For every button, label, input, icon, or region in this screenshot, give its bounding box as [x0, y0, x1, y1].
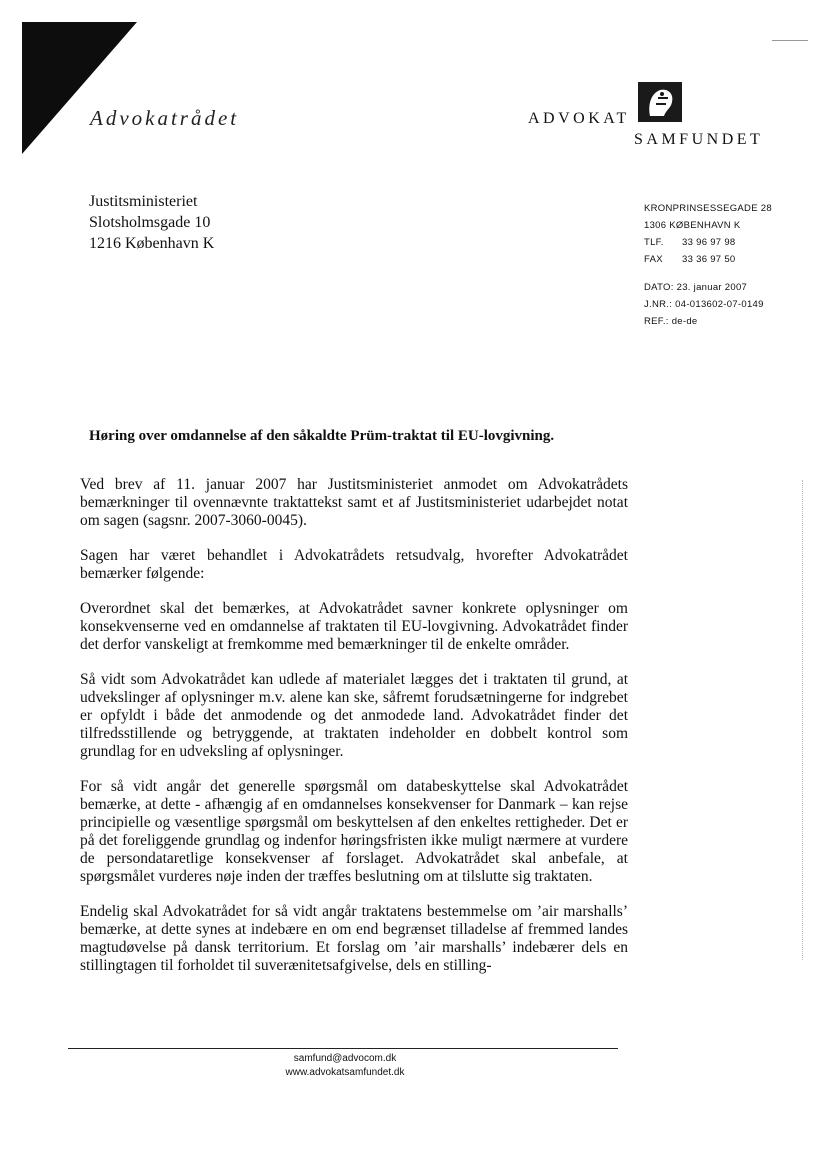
corner-triangle-mark	[22, 22, 137, 154]
ref-row	[644, 313, 772, 330]
recipient-line: Justitsministeriet	[89, 193, 198, 210]
sender-info	[644, 200, 772, 330]
body-paragraph: For så vidt angår det generelle spørgsmål om databeskyttelse skal Advokatrådet bemærke, at dette - afhængig af en omdannelses konsekvenser for Danmark – kan rejse principielle og væsentlige spørgsmål om beskyttelsen af den enkeltes rettigheder. Det er på det foreliggende grundlag og indenfor høringsfristen ikke muligt nærmere at vurdere de persondataretlige konsekvenser af forslaget. Advokatrådet skal anbefale, at spørgsmålet vurderes nøje inden der træffes beslutning om at tilslutte sig traktaten.	[80, 778, 628, 885]
fax-value: 33 36 97 50	[682, 254, 736, 265]
footer-email[interactable]: samfund@advocom.dk	[293, 1053, 397, 1064]
advokatsamfundet-logo-icon	[636, 80, 684, 124]
sender-phone	[644, 234, 772, 251]
brand-bottom: SAMFUNDET	[634, 131, 764, 148]
jnr-row	[644, 296, 772, 313]
phone-label: TLF.	[644, 237, 664, 248]
scan-artifact	[772, 40, 808, 41]
fax-label: FAX	[644, 254, 663, 265]
footer-divider	[68, 1048, 618, 1049]
sender-fax	[644, 251, 772, 268]
recipient-line: Slotsholmsgade 10	[89, 214, 211, 231]
recipient-address	[89, 191, 214, 254]
org-name: Advokatrådet	[90, 106, 240, 130]
body-paragraph: Ved brev af 11. januar 2007 har Justitsministeriet anmodet om Advokatrådets bemærkninger til ovennævnte traktattekst samt et af Justitsministeriet udarbejdet notat om sagen (sagsnr. 2007-3060-0045).	[80, 476, 628, 529]
jnr-label: J.NR.:	[644, 299, 673, 310]
ref-label: REF.:	[644, 316, 669, 327]
sender-street: KRONPRINSESSEGADE 28	[644, 203, 772, 214]
body-paragraph: Endelig skal Advokatrådet for så vidt angår traktatens bestemmelse om ’air marshalls’ bemærke, at dette synes at indebære en om end begrænset tilladelse af fremmed landes magtudøvelse på dansk territorium. Et forslag om ’air marshalls’ indebærer dels en stillingtagen til forholdet til suverænitetsafgivelse, dels en stilling-	[80, 903, 628, 974]
sender-city: 1306 KØBENHAVN K	[644, 220, 741, 231]
jnr-value: 04-013602-07-0149	[675, 299, 764, 310]
footer	[200, 1052, 490, 1080]
brand-top: ADVOKAT	[528, 110, 630, 127]
date-label: DATO:	[644, 282, 674, 293]
date-value: 23. januar 2007	[676, 282, 748, 293]
ref-value: de-de	[671, 316, 698, 327]
footer-website[interactable]: www.advokatsamfundet.dk	[285, 1067, 405, 1078]
letter-body	[80, 476, 628, 992]
body-paragraph: Sagen har været behandlet i Advokatrådets retsudvalg, hvorefter Advokatrådet bemærker følgende:	[80, 547, 628, 582]
phone-value: 33 96 97 98	[682, 237, 736, 248]
body-paragraph: Overordnet skal det bemærkes, at Advokatrådet savner konkrete oplysninger om konsekvenserne ved en omdannelse af traktaten til EU-lovgivning. Advokatrådet finder det derfor vanskeligt at fremkomme med bemærkninger til de enkelte områder.	[80, 600, 628, 653]
body-paragraph: Så vidt som Advokatrådet kan udlede af materialet lægges det i traktaten til grund, at udvekslinger af oplysninger m.v. alene kan ske, såfremt forudsætningerne for indgrebet er opfyldt i både det anmodende og det anmodede land. Advokatrådet finder det tilfredsstillende og betryggende, at traktaten indeholder en dobbelt kontrol som grundlag for en udveksling af oplysninger.	[80, 671, 628, 760]
scan-edge-artifact	[802, 480, 803, 960]
recipient-line: 1216 København K	[89, 235, 215, 252]
letter-subject: Høring over omdannelse af den såkaldte Prüm-traktat til EU-lovgivning.	[89, 428, 555, 444]
date-row	[644, 279, 772, 296]
